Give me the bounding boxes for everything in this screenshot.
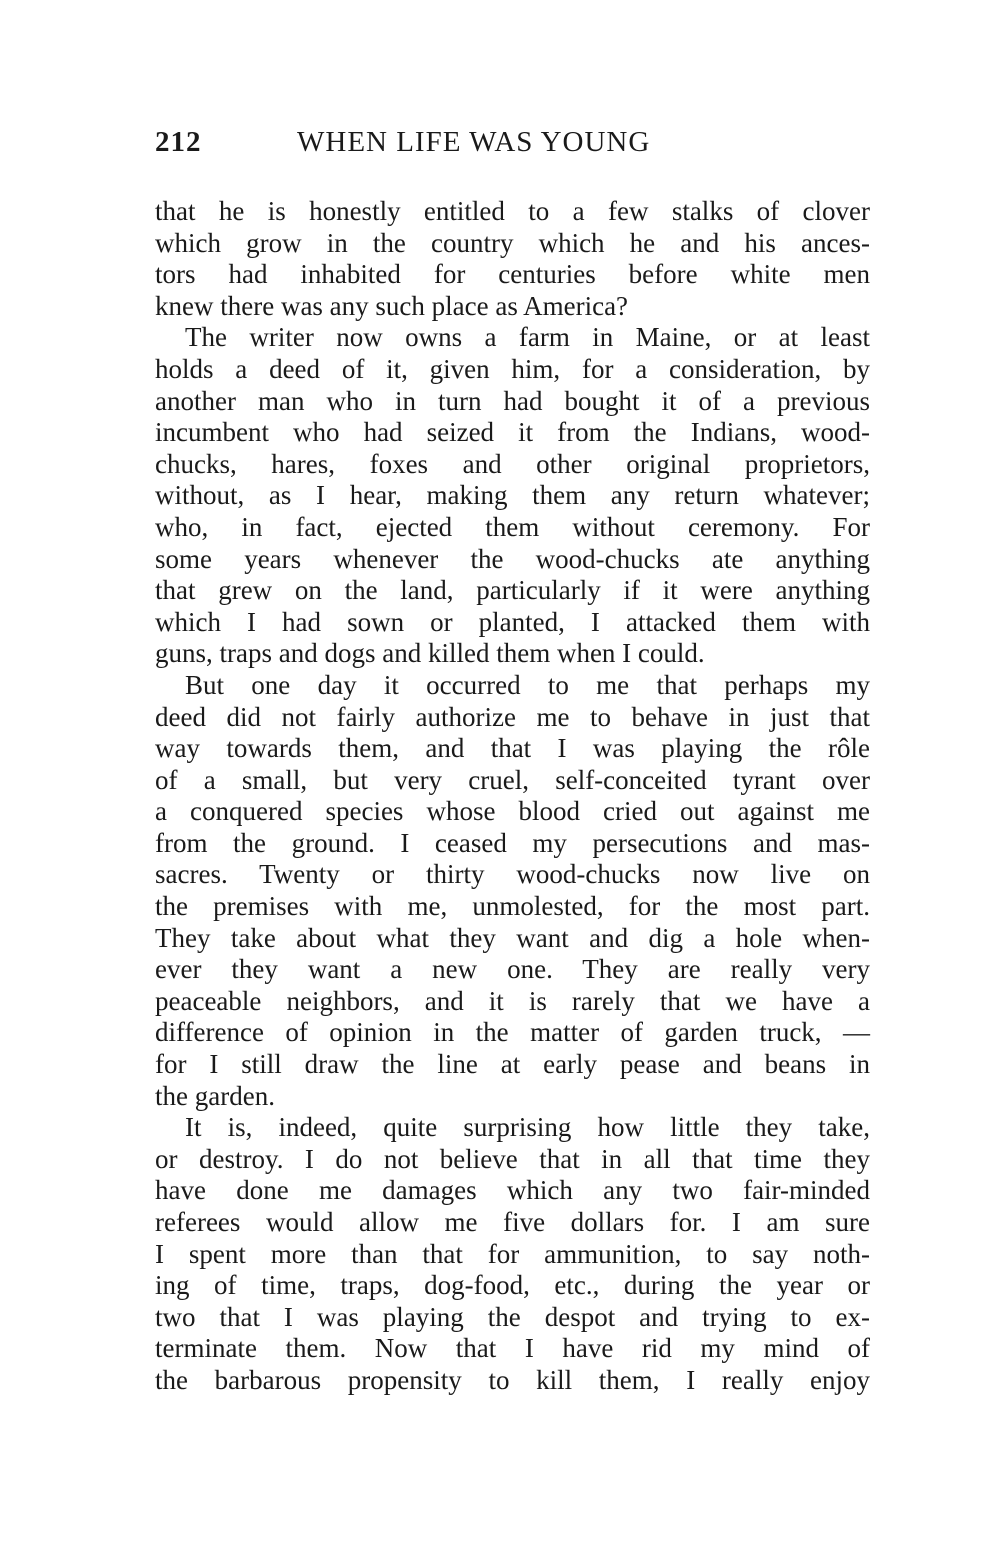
text-line: for I still draw the line at early pease and beans in xyxy=(155,1049,870,1080)
text-line: But one day it occurred to me that perhaps my xyxy=(185,669,870,700)
text-line: deed did not fairly authorize me to behave in just that xyxy=(155,701,870,732)
text-line: way towards them, and that I was playing the rôle xyxy=(155,733,870,764)
text-line: knew there was any such place as America? xyxy=(155,290,629,321)
text-line: peaceable neighbors, and it is rarely that we have a xyxy=(155,985,870,1016)
text-line: ever they want a new one. They are really very xyxy=(155,954,870,985)
text-line: I spent more than that for ammunition, to say noth- xyxy=(155,1238,870,1269)
text-line: It is, indeed, quite surprising how little they take, xyxy=(185,1112,870,1143)
text-line: They take about what they want and dig a hole when- xyxy=(155,922,870,953)
text-line: sacres. Twenty or thirty wood-chucks now live on xyxy=(155,859,870,890)
text-line: guns, traps and dogs and killed them when I could. xyxy=(155,638,705,669)
text-line: another man who in turn had bought it of a previous xyxy=(155,385,870,416)
text-line: incumbent who had seized it from the Indians, wood- xyxy=(155,417,870,448)
text-line: chucks, hares, foxes and other original proprietors, xyxy=(155,448,870,479)
page-number: 212 xyxy=(155,126,202,158)
text-line: ing of time, traps, dog-food, etc., during the year or xyxy=(155,1270,870,1301)
text-line: that grew on the land, particularly if it were anything xyxy=(155,575,870,606)
running-head xyxy=(155,122,870,162)
text-line: tors had inhabited for centuries before white men xyxy=(155,259,870,290)
text-line: terminate them. Now that I have rid my mind of xyxy=(155,1333,870,1364)
text-line: which grow in the country which he and his ances- xyxy=(155,227,870,258)
text-line: that he is honestly entitled to a few stalks of clover xyxy=(155,196,870,226)
text-line: referees would allow me five dollars for. I am sure xyxy=(155,1207,870,1237)
text-line: some years whenever the wood-chucks ate anything xyxy=(155,543,870,574)
text-line: difference of opinion in the matter of garden truck, — xyxy=(155,1017,870,1048)
text-line: or destroy. I do not believe that in all that time they xyxy=(155,1143,870,1174)
text-line: the garden. xyxy=(155,1080,275,1111)
text-line: who, in fact, ejected them without ceremony. For xyxy=(155,511,870,542)
body-text xyxy=(155,196,870,1397)
text-line: holds a deed of it, given him, for a consideration, by xyxy=(155,353,870,384)
text-line: the barbarous propensity to kill them, I really enjoy xyxy=(155,1364,870,1395)
running-title: WHEN LIFE WAS YOUNG xyxy=(297,126,651,158)
text-line: The writer now owns a farm in Maine, or at least xyxy=(185,322,870,353)
text-line: a conquered species whose blood cried out against me xyxy=(155,796,870,827)
text-line: two that I was playing the despot and trying to ex- xyxy=(155,1301,870,1332)
text-line: have done me damages which any two fair-minded xyxy=(155,1175,870,1206)
text-line: from the ground. I ceased my persecutions and mas- xyxy=(155,827,870,858)
text-line: of a small, but very cruel, self-conceited tyrant over xyxy=(155,764,870,795)
text-line: the premises with me, unmolested, for the most part. xyxy=(155,891,870,922)
text-line: without, as I hear, making them any return whatever; xyxy=(155,480,870,511)
text-line: which I had sown or planted, I attacked them with xyxy=(155,606,870,637)
